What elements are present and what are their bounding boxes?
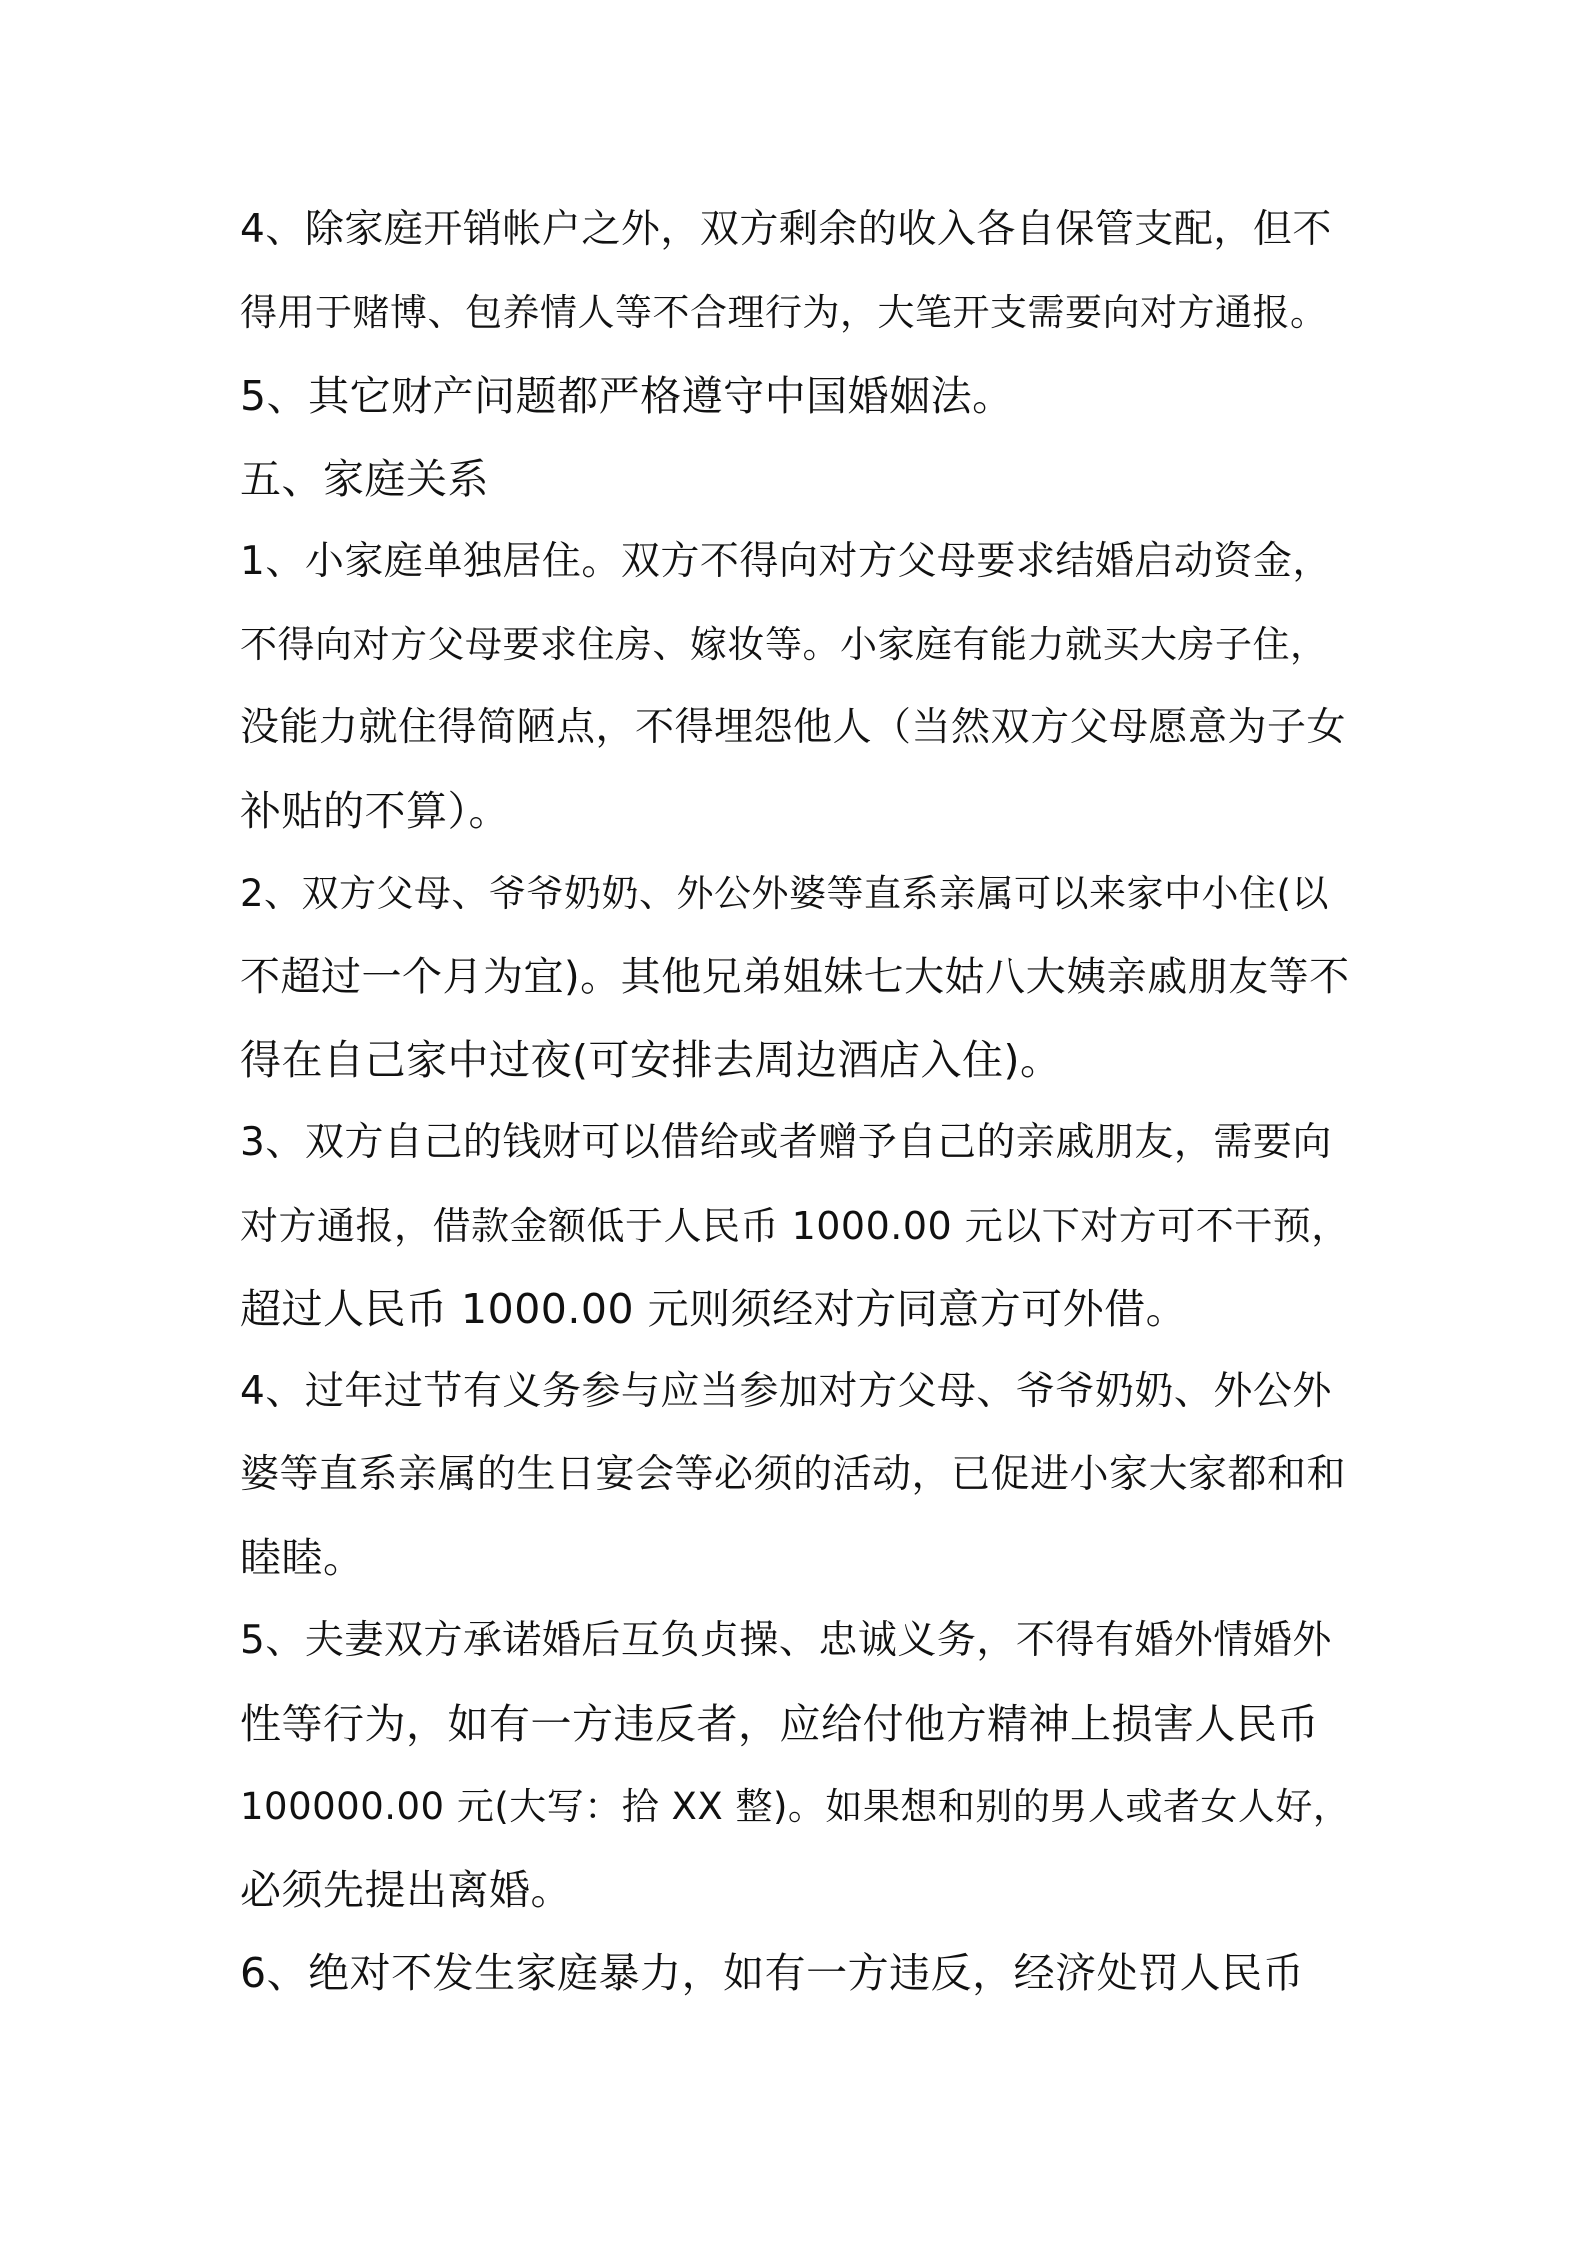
text-line: 必须先提出离婚。	[240, 1866, 572, 1914]
text-line: 得用于赌博、包养情人等不合理行为，大笔开支需要向对方通报。	[240, 291, 1328, 334]
text-line: 婆等直系亲属的生日宴会等必须的活动，已促进小家大家都和和	[240, 1452, 1347, 1497]
text-line: 5、夫妻双方承诺婚后互负贞操、忠诚义务，不得有婚外情婚外	[240, 1618, 1332, 1663]
text-line: 6、绝对不发生家庭暴力，如有一方违反，经济处罚人民币	[240, 1949, 1305, 1997]
section-heading: 五、家庭关系	[240, 455, 489, 503]
text-line: 没能力就住得简陋点，不得埋怨他人（当然双方父母愿意为子女	[240, 705, 1347, 750]
text-line: 得在自己家中过夜(可安排去周边酒店入住)。	[240, 1036, 1062, 1084]
text-line: 不得向对方父母要求住房、嫁妆等。小家庭有能力就买大房子住，	[240, 623, 1328, 666]
text-line: 补贴的不算）。	[240, 787, 510, 835]
text-line: 对方通报，借款金额低于人民币 1000.00 元以下对方可不干预，	[240, 1204, 1350, 1248]
text-line: 性等行为，如有一方违反者，应给付他方精神上损害人民币	[240, 1700, 1319, 1748]
text-line: 不超过一个月为宜)。其他兄弟姐妹七大姑八大姨亲戚朋友等不	[240, 954, 1350, 1000]
text-line: 2、双方父母、爷爷奶奶、外公外婆等直系亲属可以来家中小住(以	[240, 872, 1329, 915]
text-line: 3、双方自己的钱财可以借给或者赠予自己的亲戚朋友，需要向	[240, 1120, 1332, 1165]
text-line: 1、小家庭单独居住。双方不得向对方父母要求结婚启动资金，	[240, 539, 1332, 584]
text-line: 5、其它财产问题都严格遵守中国婚姻法。	[240, 372, 1014, 420]
text-line: 100000.00 元(大写：拾 XX 整)。如果想和别的男人或者女人好，	[240, 1785, 1351, 1828]
text-line: 4、过年过节有义务参与应当参加对方父母、爷爷奶奶、外公外	[240, 1369, 1332, 1414]
text-line: 4、除家庭开销帐户之外，双方剩余的收入各自保管支配，但不	[240, 207, 1332, 252]
text-line: 超过人民币 1000.00 元则须经对方同意方可外借。	[240, 1285, 1188, 1333]
text-line: 睦睦。	[240, 1534, 365, 1582]
